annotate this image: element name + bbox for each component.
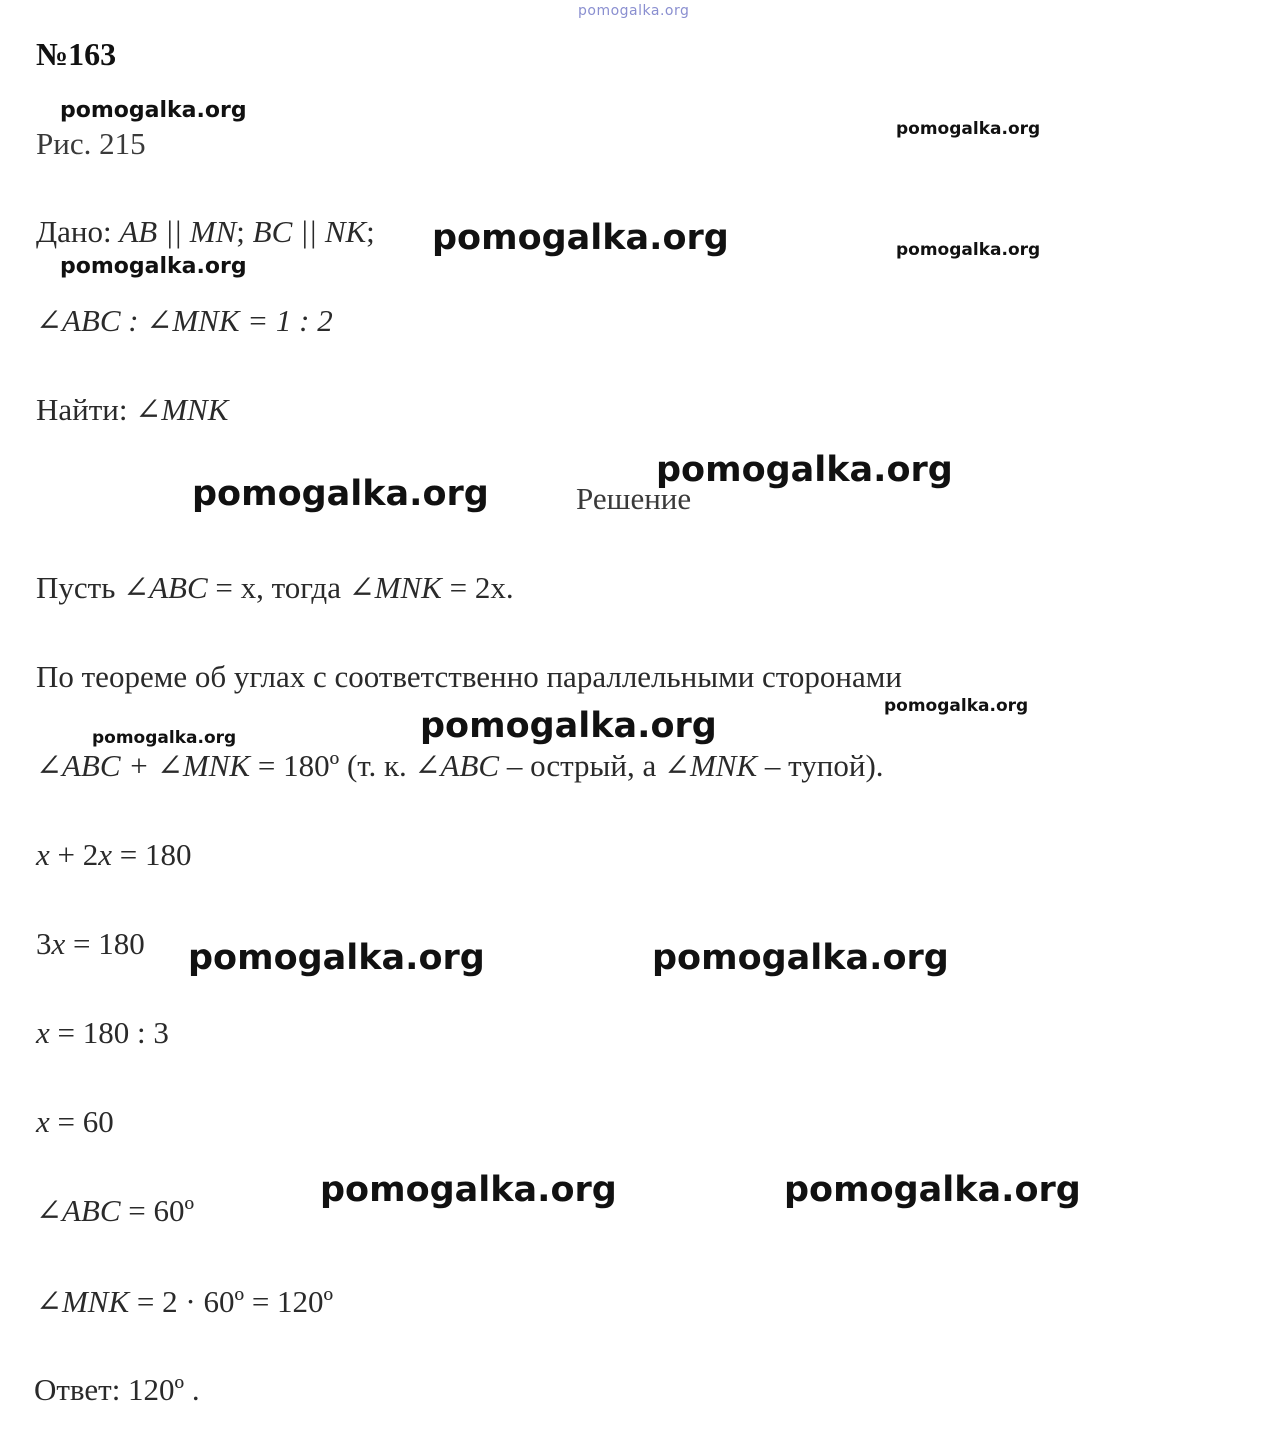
watermark: pomogalka.org — [188, 938, 485, 978]
mnk-result-angle: ∠MNK — [36, 1284, 130, 1319]
eq2-var: x — [51, 926, 66, 961]
given-ratio: ∠ABC : ∠MNK = 1 : 2 — [36, 303, 333, 338]
eq3-var: x — [36, 1015, 50, 1050]
equation-2 — [36, 926, 145, 962]
let-prefix: Пусть — [36, 570, 124, 605]
eq1-rhs: = 180 — [112, 837, 192, 872]
watermark: pomogalka.org — [420, 706, 717, 746]
sum-obtuse: – тупой). — [757, 748, 884, 783]
sum-mnk: ∠MNK — [663, 748, 758, 783]
eq2-rhs: = 180 — [65, 926, 145, 961]
let-end: = 2x. — [441, 570, 514, 605]
watermark: pomogalka.org — [60, 254, 247, 279]
watermark: pomogalka.org — [896, 240, 1041, 260]
watermark: pomogalka.org — [432, 218, 729, 258]
given-end: ; — [366, 214, 375, 249]
watermark: pomogalka.org — [192, 474, 489, 514]
sum-acute: – острый, а — [499, 748, 664, 783]
eq1-var2: x — [98, 837, 113, 872]
problem-number: №163 — [36, 36, 117, 72]
given-separator: ; — [236, 214, 253, 249]
solution-heading: Решение — [576, 481, 692, 516]
theorem-line: По теореме об углах с соответственно параллельными сторонами — [36, 659, 902, 694]
abc-result-angle: ∠ABC — [36, 1193, 121, 1228]
eq4-var: x — [36, 1104, 50, 1139]
watermark: pomogalka.org — [784, 1170, 1081, 1210]
figure-reference: Рис. 215 — [36, 126, 146, 161]
top-watermark: pomogalka.org — [578, 3, 690, 19]
mnk-result-value: = 2 · 60º = 120º — [129, 1284, 334, 1319]
mnk-result — [36, 1284, 333, 1320]
given-bc-nk: BC || NK — [252, 214, 367, 249]
sum-abc: ∠ABC — [414, 748, 500, 783]
watermark: pomogalka.org — [60, 98, 247, 123]
watermark: pomogalka.org — [656, 450, 953, 490]
equation-1 — [36, 837, 192, 873]
find-value: ∠MNK — [135, 392, 229, 427]
eq1-plus: + 2 — [49, 837, 99, 872]
let-mid: = x, тогда — [207, 570, 349, 605]
given-label: Дано: — [36, 214, 120, 249]
equation-4 — [36, 1104, 114, 1140]
watermark: pomogalka.org — [884, 696, 1029, 716]
let-abc: ∠ABC — [123, 570, 208, 605]
abc-result-value: = 60º — [120, 1193, 195, 1228]
given-line — [36, 214, 375, 250]
find-line — [36, 392, 228, 428]
sum-line — [36, 748, 884, 784]
eq2-coef: 3 — [36, 926, 52, 961]
sum-angles: ∠ABC + ∠MNK — [36, 748, 251, 783]
let-mnk: ∠MNK — [348, 570, 442, 605]
watermark: pomogalka.org — [320, 1170, 617, 1210]
equation-3 — [36, 1015, 169, 1051]
watermark: pomogalka.org — [652, 938, 949, 978]
sum-value: = 180º (т. к. — [250, 748, 415, 783]
let-line — [36, 570, 514, 606]
eq4-rhs: = 60 — [49, 1104, 114, 1139]
watermark: pomogalka.org — [92, 728, 237, 748]
given-ab-mn: AB || MN — [119, 214, 237, 249]
watermark: pomogalka.org — [896, 119, 1041, 139]
eq3-rhs: = 180 : 3 — [49, 1015, 169, 1050]
abc-result — [36, 1193, 194, 1229]
find-label: Найти: — [36, 392, 136, 427]
answer: Ответ: 120º . — [34, 1372, 200, 1407]
eq1-var: x — [36, 837, 50, 872]
